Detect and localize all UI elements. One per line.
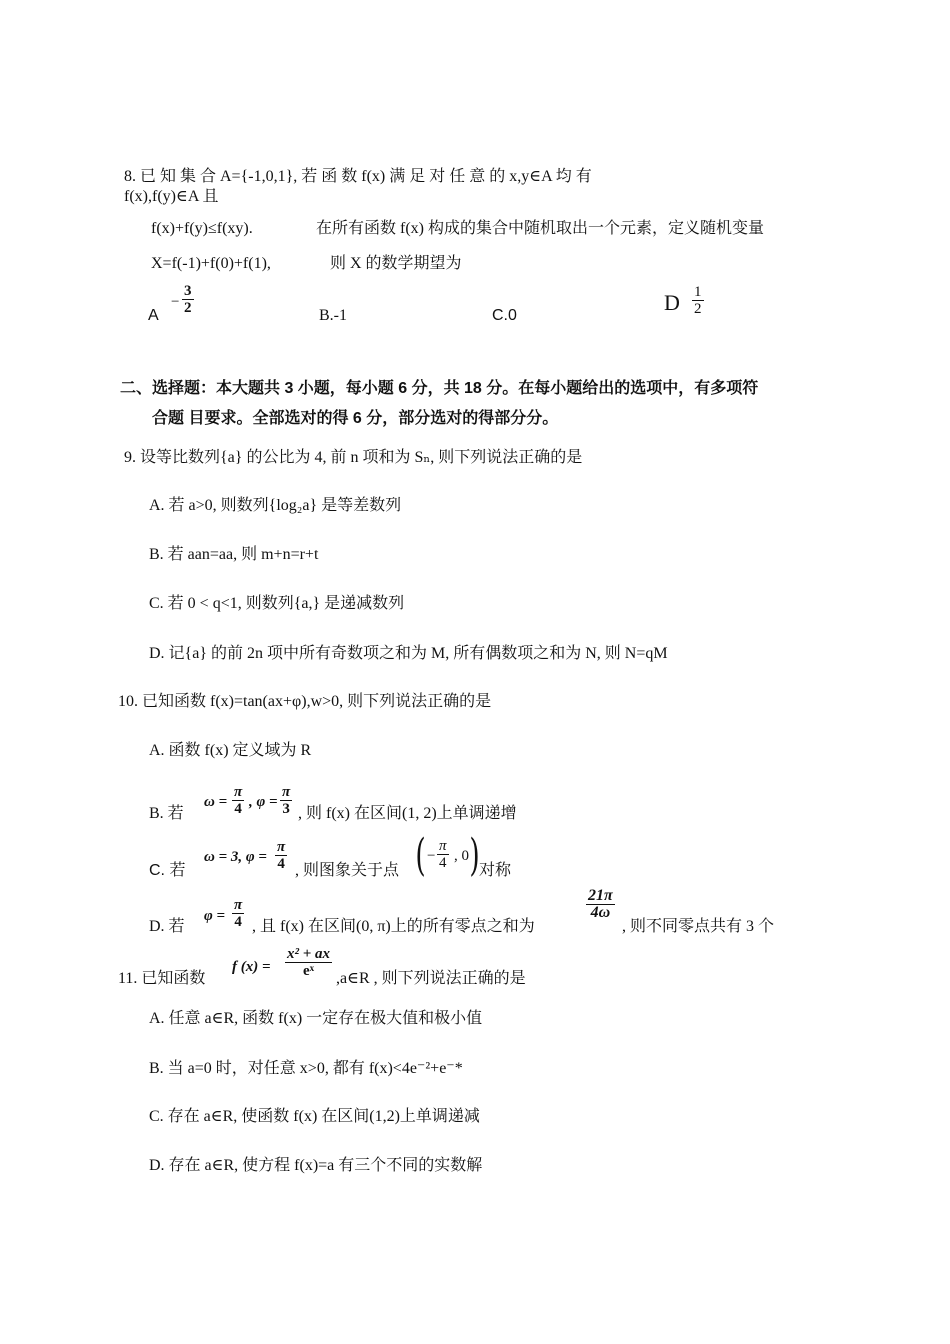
q8-option-c: C.0 — [492, 307, 517, 324]
q10-option-d-fraction-2 — [586, 888, 615, 921]
q8-stem-line1: 8. 已 知 集 合 A={-1,0,1}, 若 函 数 f(x) 满 足 对 任 意 的 x,y∈A 均 有 — [124, 168, 592, 185]
numerator: π — [277, 839, 286, 855]
q8-option-a-denominator: 2 — [184, 300, 192, 316]
q10-option-b-fraction-2 — [280, 784, 292, 817]
q10-option-b-prefix: B. 若 — [149, 805, 184, 822]
q9-option-c: C. 若 0 < q<1, 则数列{a,} 是递减数列 — [149, 595, 405, 612]
q10-option-c-point-zero: , 0 — [454, 848, 469, 864]
q8-stem-line4a: X=f(-1)+f(0)+f(1), — [151, 255, 271, 272]
q10-option-a: A. 函数 f(x) 定义域为 R — [149, 742, 312, 759]
q10-option-c-point-fraction — [437, 838, 449, 871]
q10-option-b-phi: , φ = — [249, 794, 278, 810]
q8-option-b: B.-1 — [319, 307, 347, 324]
q11-option-b: B. 当 a=0 时，对任意 x>0, 都有 f(x)<4e⁻²+e⁻* — [149, 1060, 463, 1077]
q10-stem: 10. 已知函数 f(x)=tan(ax+φ),w>0, 则下列说法正确的是 — [118, 693, 492, 710]
q10-option-c-fraction — [275, 839, 287, 872]
q8-stem-line3a: f(x)+f(y)≤f(xy). — [151, 220, 253, 237]
q11-option-c: C. 存在 a∈R, 使函数 f(x) 在区间(1,2)上单调递减 — [149, 1108, 480, 1125]
section2-heading-line1: 二、选择题：本大题共 3 小题，每小题 6 分，共 18 分。在每小题给出的选项中，有多项符 — [120, 380, 759, 397]
q10-option-c-text: 对称 — [479, 862, 512, 879]
q8-stem-line4b: 则 X 的数学期望为 — [330, 255, 462, 272]
numerator: π — [439, 838, 447, 854]
q8-stem-line2: f(x),f(y)∈A 且 — [124, 188, 219, 205]
q10-option-d-mid: , 且 f(x) 在区间(0, π)上的所有零点之和为 — [252, 918, 535, 935]
q8-option-d-label: D — [664, 290, 680, 315]
q9-option-d: D. 记{a} 的前 2n 项中所有奇数项之和为 M, 所有偶数项之和为 N, 则 N=qM — [149, 645, 668, 662]
q8-option-a-fraction — [182, 283, 194, 316]
q8-option-d-numerator: 1 — [694, 284, 702, 300]
q8-stem-line3b: 在所有函数 f(x) 构成的集合中随机取出一个元素，定义随机变量 — [316, 220, 764, 237]
q10-option-c-mid: , 则图象关于点 — [295, 862, 400, 879]
q10-option-d-prefix: D. 若 — [149, 918, 185, 935]
denominator: 4 — [234, 801, 242, 817]
q9-option-b: B. 若 aan=aa, 则 m+n=r+t — [149, 546, 319, 563]
q10-option-c-omega: ω = 3, φ = — [204, 849, 267, 865]
q11-stem-text: ,a∈R , 则下列说法正确的是 — [336, 970, 526, 987]
q8-option-d-fraction — [692, 284, 704, 317]
q10-option-b-omega: ω = — [204, 794, 228, 810]
q8-option-a-numerator: 3 — [184, 283, 192, 299]
denominator: 4 — [234, 914, 242, 930]
left-paren: ( — [415, 830, 426, 881]
numerator: x² + ax — [287, 946, 331, 962]
denominator: eˣ — [303, 963, 314, 979]
q10-option-c-point-sign: − — [427, 848, 436, 864]
q9-option-a: A. 若 a>0, 则数列{log₂a} 是等差数列 — [149, 497, 402, 514]
q11-function-fraction — [285, 946, 332, 979]
right-paren: ) — [469, 830, 480, 881]
denominator: 3 — [282, 801, 290, 817]
q10-option-d-fraction — [232, 897, 244, 930]
denominator: 4 — [439, 855, 447, 871]
q11-stem-prefix: 11. 已知函数 — [118, 970, 206, 987]
denominator: 4ω — [590, 904, 611, 921]
q10-option-d-phi: φ = — [204, 908, 226, 924]
q8-option-a-sign: − — [171, 294, 180, 310]
q8-option-d-denominator: 2 — [694, 301, 702, 317]
q9-stem: 9. 设等比数列{a} 的公比为 4, 前 n 项和为 Sₙ, 则下列说法正确的是 — [124, 449, 583, 466]
q11-option-d: D. 存在 a∈R, 使方程 f(x)=a 有三个不同的实数解 — [149, 1157, 483, 1174]
q10-option-d-text: , 则不同零点共有 3 个 — [622, 918, 775, 935]
q10-option-b-fraction-1 — [232, 784, 244, 817]
q11-option-a: A. 任意 a∈R, 函数 f(x) 一定存在极大值和极小值 — [149, 1010, 483, 1027]
q10-option-b-text: , 则 f(x) 在区间(1, 2)上单调递增 — [298, 805, 517, 822]
numerator: 21π — [588, 887, 613, 904]
numerator: π — [234, 897, 243, 913]
denominator: 4 — [277, 856, 285, 872]
section2-heading-line2: 合题 目要求。全部选对的得 6 分，部分选对的得部分分。 — [152, 410, 559, 427]
numerator: π — [282, 784, 291, 800]
q10-option-c-prefix: C. 若 — [149, 862, 186, 879]
q11-function-lhs: f (x) = — [232, 959, 271, 975]
q8-option-a-label: A — [148, 307, 159, 324]
numerator: π — [234, 784, 243, 800]
